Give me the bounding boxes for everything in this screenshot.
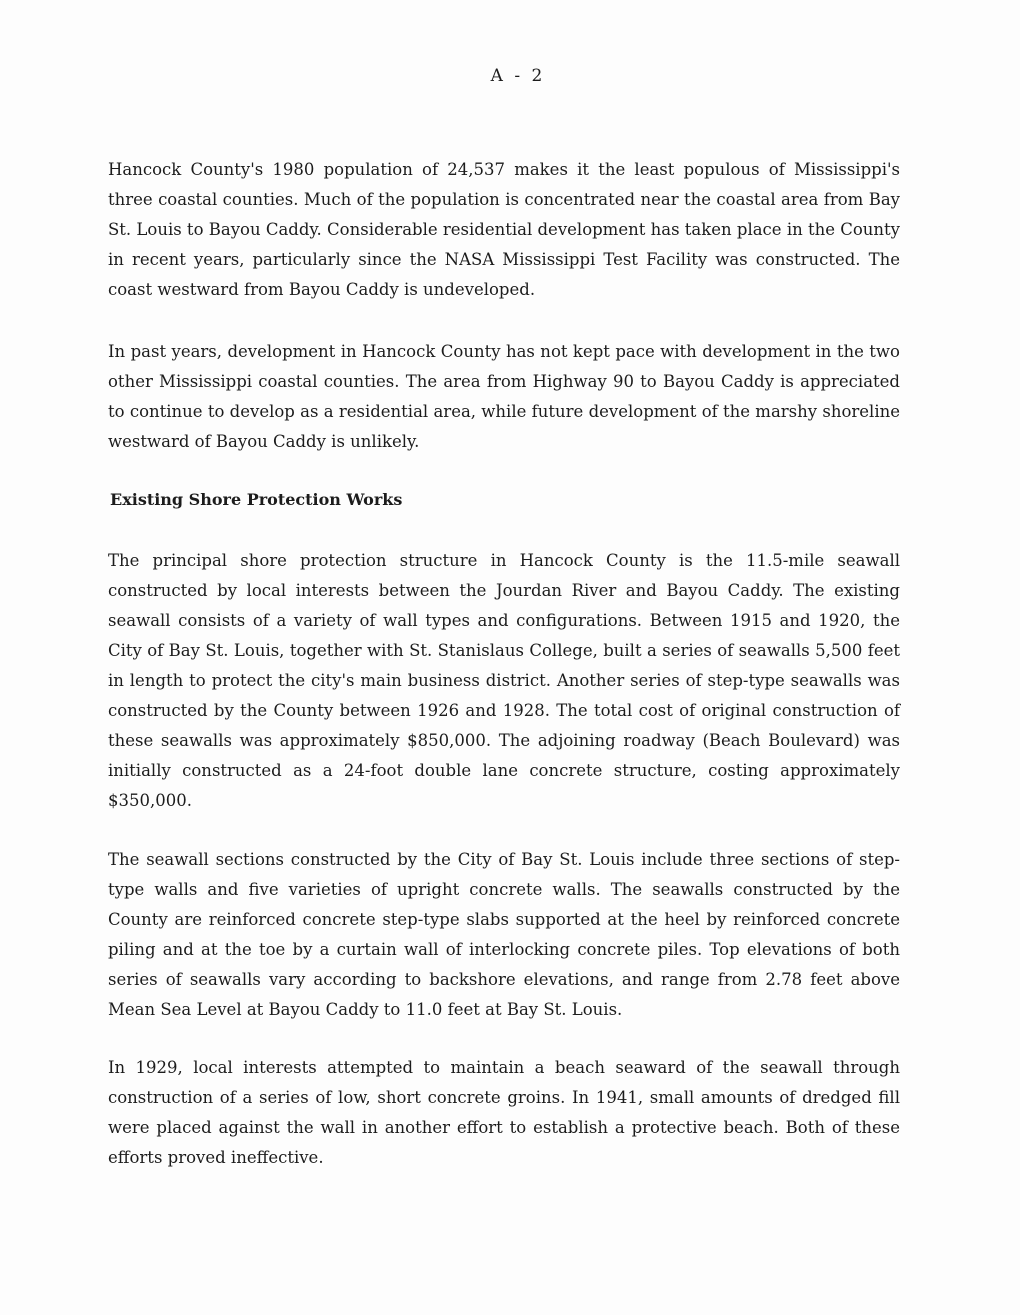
paragraph-population: Hancock County's 1980 population of 24,537 makes it the least populous of Mississippi's three coastal counties. Much of the population is concentrated near the coastal area from Bay St. Louis to Bayou Caddy. Considerable residential development has taken place in the County in recent years, particularly since the NASA Mississippi Test Facility was constructed. The coast westward from Bayou Caddy is undeveloped. xyxy=(108,160,900,299)
paragraph-seawall-structure: The principal shore protection structure in Hancock County is the 11.5-mile seawall constructed by local interests between the Jourdan River and Bayou Caddy. The existing seawall consists of a variety of wall types and configurations. Between 1915 and 1920, the City of Bay St. Louis, together with St. Stanislaus College, built a series of seawalls 5,500 feet in length to protect the city's main business district. Another series of step-type seawalls was constructed by the County between 1926 and 1928. The total cost of original construction of these seawalls was approximately $850,000. The adjoining roadway (Beach Boulevard) was initially constructed as a 24-foot double lane concrete structure, costing approximately $350,000. xyxy=(108,551,900,810)
paragraph-beach-efforts: In 1929, local interests attempted to maintain a beach seaward of the seawall through construction of a series of low, short concrete groins. In 1941, small amounts of dredged fill were placed against the wall in another effort to establish a protective beach. Both of these efforts proved ineffective. xyxy=(108,1058,900,1167)
paragraph-development: In past years, development in Hancock County has not kept pace with development in the two other Mississippi coastal counties. The area from Highway 90 to Bayou Caddy is appreciated to continue to develop as a residential area, while future development of the marshy shoreline westward of Bayou Caddy is unlikely. xyxy=(108,342,900,451)
paragraph-seawall-sections: The seawall sections constructed by the City of Bay St. Louis include three sections of step-type walls and five varieties of upright concrete walls. The seawalls constructed by the County are reinforced concrete step-type slabs supported at the heel by reinforced concrete piling and at the toe by a curtain wall of interlocking concrete piles. Top elevations of both series of seawalls vary according to backshore elevations, and range from 2.78 feet above Mean Sea Level at Bayou Caddy to 11.0 feet at Bay St. Louis. xyxy=(108,850,900,1019)
page-number: A - 2 xyxy=(490,66,546,86)
section-heading: Existing Shore Protection Works xyxy=(110,490,403,509)
